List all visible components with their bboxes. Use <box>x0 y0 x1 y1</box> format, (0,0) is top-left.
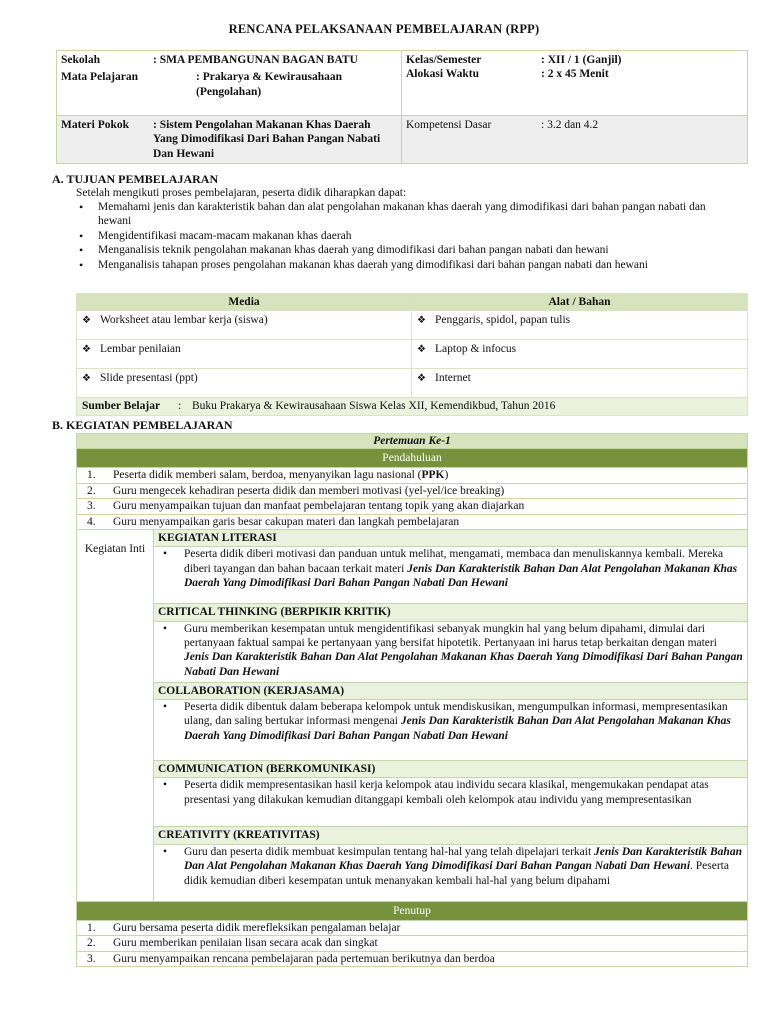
item-text: Guru mengecek kehadiran peserta didik dan memberi motivasi (yel-yel/ice breaking) <box>113 484 505 497</box>
communication-title: COMMUNICATION (BERKOMUNIKASI) <box>154 761 748 778</box>
kelas-value: : XII / 1 (Ganjil) <box>541 54 622 66</box>
table-row <box>77 483 748 498</box>
materi-label: Materi Pokok <box>61 119 130 131</box>
item-number: 2. <box>87 484 96 497</box>
comm-body: • Peserta didik mempresentasikan hasil kerja kelompok atau individu secara klasikal, mengemukakan pendapat atas presentasi yang dilakukan kemudian ditanggapi kembali oleh kelompok atau individu yang mempresentasikan <box>158 778 743 807</box>
critical-topic: Jenis Dan Karakteristik Bahan Dan Alat Pengolahan Makanan Khas Daerah Yang Dimodifikasi Dari Bahan Pangan Nabati Dan Hewani <box>184 651 743 678</box>
critical-title: CRITICAL THINKING (BERPIKIR KRITIK) <box>154 604 748 621</box>
sumber-separator: : <box>178 400 182 413</box>
materi-cell <box>57 116 402 164</box>
media-item: Worksheet atau lembar kerja (siswa) <box>100 314 268 327</box>
alat-item: Internet <box>435 372 471 385</box>
collaboration-title: COLLABORATION (KERJASAMA) <box>154 682 748 699</box>
materi-value: : Sistem Pengolahan Makanan Khas Daerah Yang Dimodifikasi Dari Bahan Pangan Nabati Dan Hewani <box>153 119 381 160</box>
list-item: • Mengidentifikasi macam-macam makanan khas daerah <box>76 229 726 243</box>
table-row <box>77 951 748 966</box>
media-table <box>76 293 748 416</box>
mapel-label: Mata Pelajaran <box>61 71 138 84</box>
kd-label: Kompetensi Dasar <box>406 119 492 131</box>
penutup-item <box>77 936 748 951</box>
collaboration-text <box>154 700 748 761</box>
pendahuluan-item <box>77 483 748 498</box>
item-text: Guru bersama peserta didik merefleksikan pengalaman belajar <box>113 921 401 934</box>
sumber-value: Buku Prakarya & Kewirausahaan Siswa Kelas XII, Kemendikbud, Tahun 2016 <box>192 400 556 413</box>
kd-cell <box>402 116 748 164</box>
list-item: • Menganalisis tahapan proses pengolahan makanan khas daerah yang dimodifikasi dari bahan pangan nabati dan hewani <box>76 258 726 272</box>
pendahuluan-item <box>77 468 748 483</box>
literasi-text <box>154 547 748 604</box>
section-a-intro: Setelah mengikuti proses pembelajaran, peserta didik diharapkan dapat: <box>76 187 407 199</box>
creat-body-end: . Peserta didik kemudian diberi kesempatan untuk menanyakan kembali hal-hal yang belum dipahami <box>184 860 729 887</box>
ppk-text: PPK <box>421 469 445 482</box>
pendahuluan-bar: Pendahuluan <box>77 449 748 468</box>
media-item: Lembar penilaian <box>100 343 181 356</box>
literasi-title: KEGIATAN LITERASI <box>154 529 748 546</box>
alat-item: Penggaris, spidol, papan tulis <box>435 314 571 327</box>
pendahuluan-item <box>77 514 748 529</box>
diamond-bullet-icon: ❖ <box>82 315 91 327</box>
diamond-bullet-icon: ❖ <box>82 344 91 356</box>
alokasi-value: : 2 x 45 Menit <box>541 68 609 81</box>
item-number: 1. <box>87 921 96 934</box>
identity-right-cell <box>402 51 748 116</box>
table-row <box>77 468 748 483</box>
item-number: 4. <box>87 515 96 528</box>
sekolah-value: : SMA PEMBANGUNAN BAGAN BATU <box>153 54 358 66</box>
identity-left-cell <box>57 51 402 116</box>
creativity-title: CREATIVITY (KREATIVITAS) <box>154 827 748 844</box>
alat-header: Alat / Bahan <box>412 294 748 311</box>
item-text: Guru menyampaikan rencana pembelajaran pada pertemuan berikutnya dan berdoa <box>113 952 495 965</box>
mapel-value: : Prakarya & Kewirausahaan (Pengolahan) <box>196 71 342 98</box>
item-number: 1. <box>87 469 96 482</box>
creativity-text <box>154 844 748 901</box>
kd-value: : 3.2 dan 4.2 <box>541 119 599 131</box>
critical-text <box>154 621 748 682</box>
alat-cell <box>412 369 748 398</box>
kelas-row <box>406 53 743 67</box>
sumber-belajar-cell <box>77 398 748 415</box>
mapel-row <box>61 70 397 99</box>
item-text: Guru memberikan penilaian lisan secara acak dan singkat <box>113 937 378 950</box>
communication-text <box>154 778 748 827</box>
creat-body: Guru dan peserta didik membuat kesimpulan tentang hal-hal yang telah dipelajari terkait <box>184 845 595 858</box>
literasi-body: Peserta didik diberi motivasi dan panduan untuk melihat, mengamati, membaca dan menuliskannya kembali. Mereka diberi tayangan dan bahan bacaan terkait materi <box>184 548 724 575</box>
alat-cell <box>412 311 748 340</box>
diamond-bullet-icon: ❖ <box>417 344 426 356</box>
kegiatan-table <box>76 433 748 967</box>
sekolah-label: Sekolah <box>61 54 100 66</box>
section-a-heading: A. TUJUAN PEMBELAJARAN <box>52 172 219 186</box>
diamond-bullet-icon: ❖ <box>417 315 426 327</box>
creat-topic: Jenis Dan Karakteristik Bahan Dan Alat Pengolahan Makanan Khas Daerah Yang Dimodifikasi Dari Bahan Pangan Nabati Dan Hewani <box>184 845 742 873</box>
alokasi-row <box>406 67 743 81</box>
penutup-item <box>77 951 748 966</box>
table-row <box>77 499 748 514</box>
materi-row <box>61 118 397 161</box>
item-text: Peserta didik memberi salam, berdoa, menyanyikan lagu nasional ( <box>113 469 422 482</box>
alat-cell <box>412 340 748 369</box>
table-row <box>77 920 748 935</box>
identity-table <box>56 50 748 164</box>
literasi-topic: Jenis Dan Karakteristik Bahan Dan Alat Pengolahan Makanan Khas Daerah Yang Dimodifikasi Dari Bahan Pangan Nabati Dan Hewani <box>184 562 738 589</box>
table-row <box>77 514 748 529</box>
kelas-label: Kelas/Semester <box>406 54 482 66</box>
media-header: Media <box>77 294 412 311</box>
item-number: 3. <box>87 500 96 513</box>
item-text: Guru menyampaikan garis besar cakupan materi dan langkah pembelajaran <box>113 515 460 528</box>
item-text-end: ) <box>444 469 449 482</box>
table-row <box>77 936 748 951</box>
list-item: • Memahami jenis dan karakteristik bahan dan alat pengolahan makanan khas daerah yang dimodifikasi dari bahan pangan nabati dan hewani <box>76 200 726 229</box>
diamond-bullet-icon: ❖ <box>82 373 91 385</box>
item-number: 3. <box>87 952 96 965</box>
tujuan-list <box>76 200 726 272</box>
kd-row <box>406 118 743 132</box>
diamond-bullet-icon: ❖ <box>417 373 426 385</box>
item-number: 2. <box>87 937 96 950</box>
item-text: Guru menyampaikan tujuan dan manfaat pembelajaran tentang topik yang akan diajarkan <box>113 500 525 513</box>
pertemuan-title: Pertemuan Ke-1 <box>77 434 748 449</box>
penutup-item <box>77 920 748 935</box>
list-item: • Menganalisis teknik pengolahan makanan khas daerah yang dimodifikasi dari bahan pangan nabati dan hewani <box>76 243 726 257</box>
kegiatan-inti-label: Kegiatan Inti <box>77 529 154 901</box>
media-item: Slide presentasi (ppt) <box>100 372 198 385</box>
sumber-label: Sumber Belajar <box>82 400 161 413</box>
critical-body: Guru memberikan kesempatan untuk mengidentifikasi sebanyak mungkin hal yang belum dipahami, dimulai dari pertanyaan faktual sampai ke pertanyaan yang bersifat hipotetik. Pertanyaan ini harus tetap berkaitan dengan materi <box>184 622 717 649</box>
media-cell <box>77 311 412 340</box>
alokasi-label: Alokasi Waktu <box>406 68 479 81</box>
sekolah-row <box>61 53 397 67</box>
pendahuluan-item <box>77 499 748 514</box>
alat-item: Laptop & infocus <box>435 343 517 356</box>
collab-body: Peserta didik dibentuk dalam beberapa kelompok untuk mendiskusikan, mengumpulkan informasi, mempresentasikan ulang, dan saling bertukar informasi mengenai <box>184 701 728 728</box>
collab-topic: Jenis Dan Karakteristik Bahan Dan Alat Pengolahan Makanan Khas Daerah Yang Dimodifikasi Dari Bahan Pangan Nabati Dan Hewani <box>184 715 731 742</box>
penutup-bar: Penutup <box>77 901 748 920</box>
media-cell <box>77 340 412 369</box>
section-b-heading: B. KEGIATAN PEMBELAJARAN <box>52 418 233 432</box>
document-title: RENCANA PELAKSANAAN PEMBELAJARAN (RPP) <box>228 22 540 36</box>
media-cell <box>77 369 412 398</box>
